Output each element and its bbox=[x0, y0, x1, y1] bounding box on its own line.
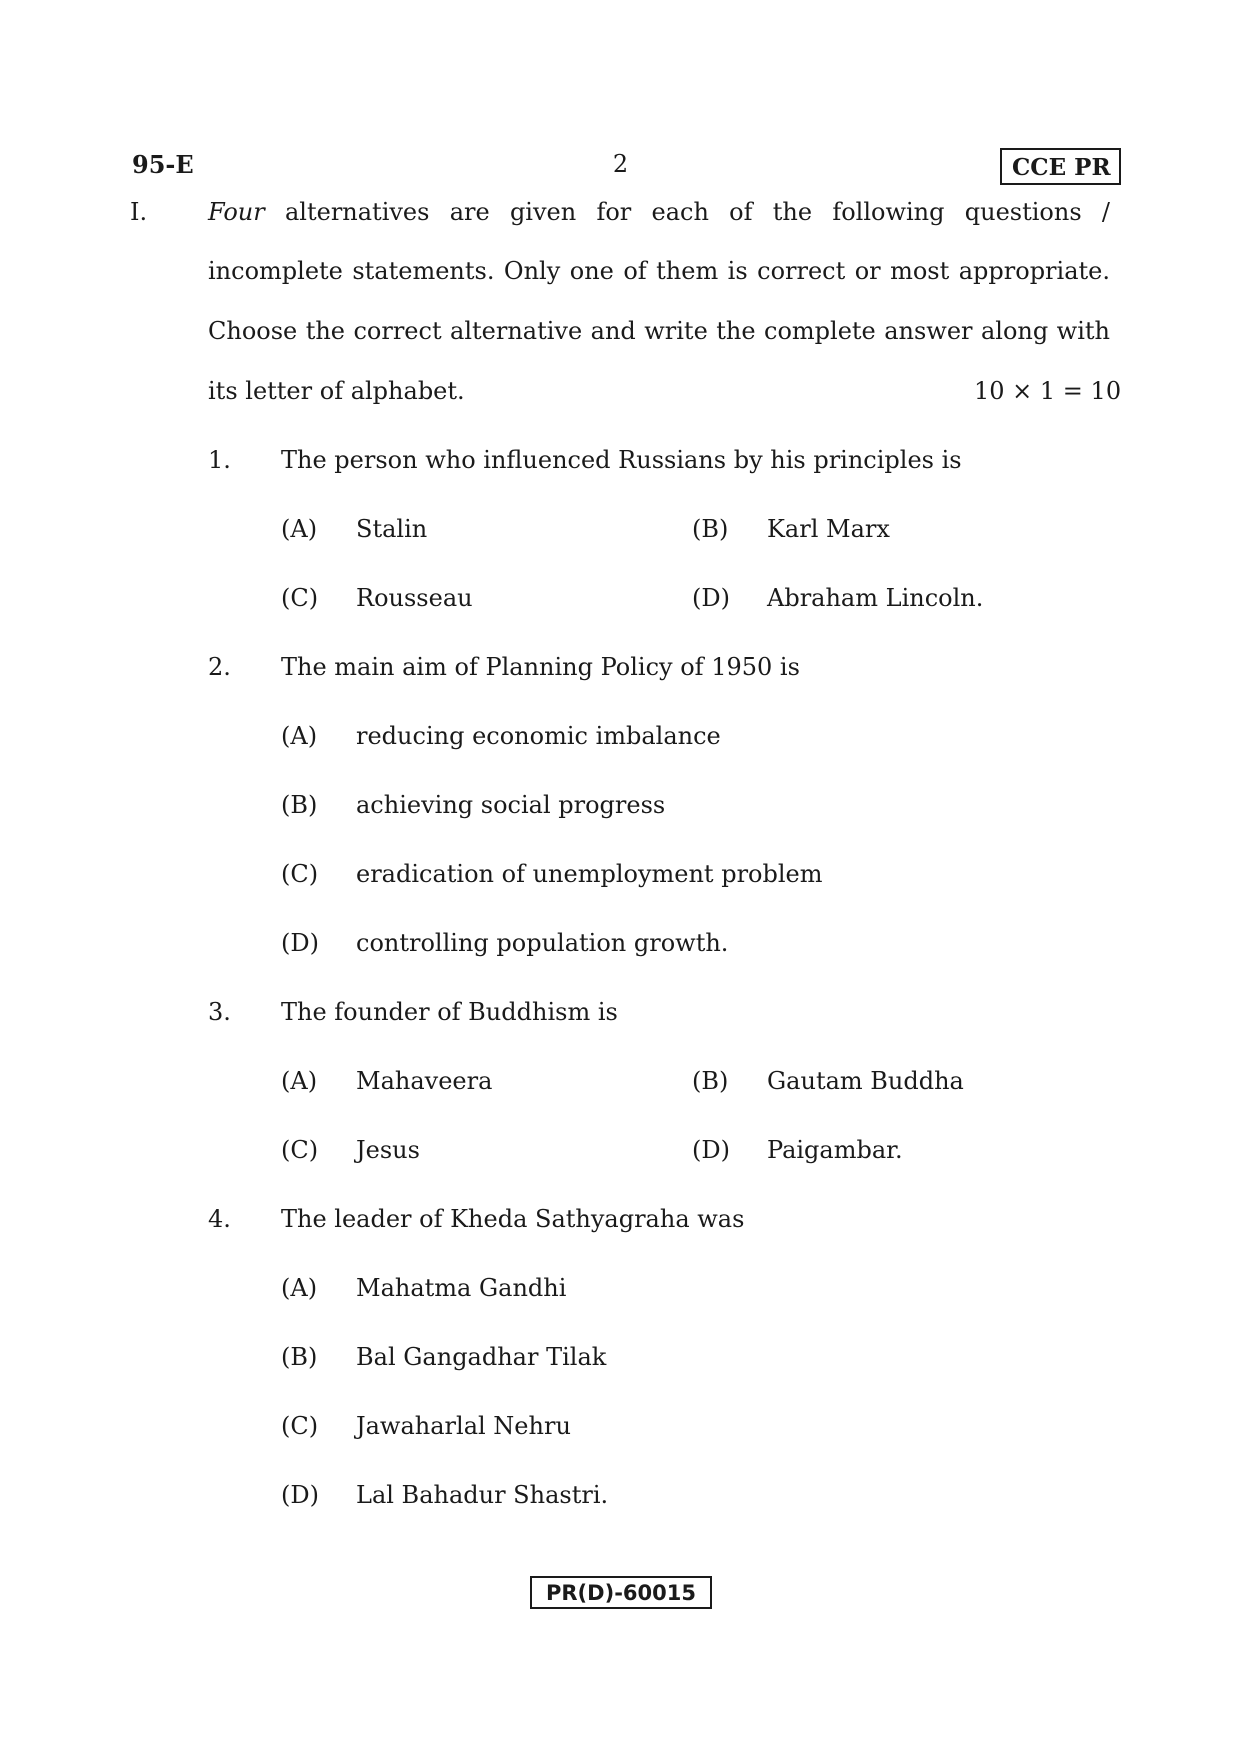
option-label: (A) bbox=[281, 1274, 318, 1302]
question-text: The founder of Buddhism is bbox=[281, 998, 618, 1026]
option-label: (C) bbox=[281, 584, 319, 612]
option-text: Mahatma Gandhi bbox=[356, 1274, 567, 1302]
option-label: (B) bbox=[281, 791, 318, 819]
question-number: 2. bbox=[208, 653, 231, 681]
footer-code-box: PR(D)-60015 bbox=[530, 1576, 712, 1609]
section-number: I. bbox=[130, 198, 148, 226]
option-text: Lal Bahadur Shastri. bbox=[356, 1481, 609, 1509]
option-text: Abraham Lincoln. bbox=[767, 584, 984, 612]
option-text: Karl Marx bbox=[767, 515, 890, 543]
option-label: (C) bbox=[281, 860, 319, 888]
instructions-line-4: its letter of alphabet. bbox=[208, 377, 465, 405]
option-label: (D) bbox=[692, 584, 730, 612]
option-text: Paigambar. bbox=[767, 1136, 903, 1164]
option-text: controlling population growth. bbox=[356, 929, 729, 957]
instructions-line-2: incomplete statements. Only one of them is correct or most appropriate. bbox=[208, 257, 1110, 285]
paper-code: 95-E bbox=[132, 150, 194, 179]
option-text: Gautam Buddha bbox=[767, 1067, 964, 1095]
option-label: (B) bbox=[692, 1067, 729, 1095]
question-text: The main aim of Planning Policy of 1950 is bbox=[281, 653, 800, 681]
instructions-emphasis: Four bbox=[208, 198, 265, 226]
option-label: (B) bbox=[281, 1343, 318, 1371]
question-number: 1. bbox=[208, 446, 231, 474]
option-text: Stalin bbox=[356, 515, 428, 543]
question-text: The person who influenced Russians by his principles is bbox=[281, 446, 962, 474]
option-label: (A) bbox=[281, 722, 318, 750]
series-code-box: CCE PR bbox=[1000, 148, 1121, 185]
option-text: Jawaharlal Nehru bbox=[356, 1412, 571, 1440]
option-label: (A) bbox=[281, 1067, 318, 1095]
option-text: Mahaveera bbox=[356, 1067, 493, 1095]
option-label: (A) bbox=[281, 515, 318, 543]
question-number: 4. bbox=[208, 1205, 231, 1233]
marks-allocation: 10 × 1 = 10 bbox=[974, 377, 1122, 405]
page-number: 2 bbox=[612, 150, 629, 178]
instructions-line-3: Choose the correct alternative and write the complete answer along with bbox=[208, 317, 1110, 345]
option-text: eradication of unemployment problem bbox=[356, 860, 823, 888]
option-label: (C) bbox=[281, 1412, 319, 1440]
option-label: (D) bbox=[281, 1481, 319, 1509]
question-number: 3. bbox=[208, 998, 231, 1026]
option-text: achieving social progress bbox=[356, 791, 666, 819]
option-text: Jesus bbox=[356, 1136, 420, 1164]
option-label: (D) bbox=[692, 1136, 730, 1164]
option-label: (C) bbox=[281, 1136, 319, 1164]
option-label: (B) bbox=[692, 515, 729, 543]
option-label: (D) bbox=[281, 929, 319, 957]
option-text: Rousseau bbox=[356, 584, 473, 612]
instructions-line-1-text: alternatives are given for each of the following questions / bbox=[284, 198, 1110, 226]
instructions-line-1 bbox=[208, 198, 1110, 226]
question-text: The leader of Kheda Sathyagraha was bbox=[281, 1205, 745, 1233]
option-text: reducing economic imbalance bbox=[356, 722, 721, 750]
option-text: Bal Gangadhar Tilak bbox=[356, 1343, 607, 1371]
